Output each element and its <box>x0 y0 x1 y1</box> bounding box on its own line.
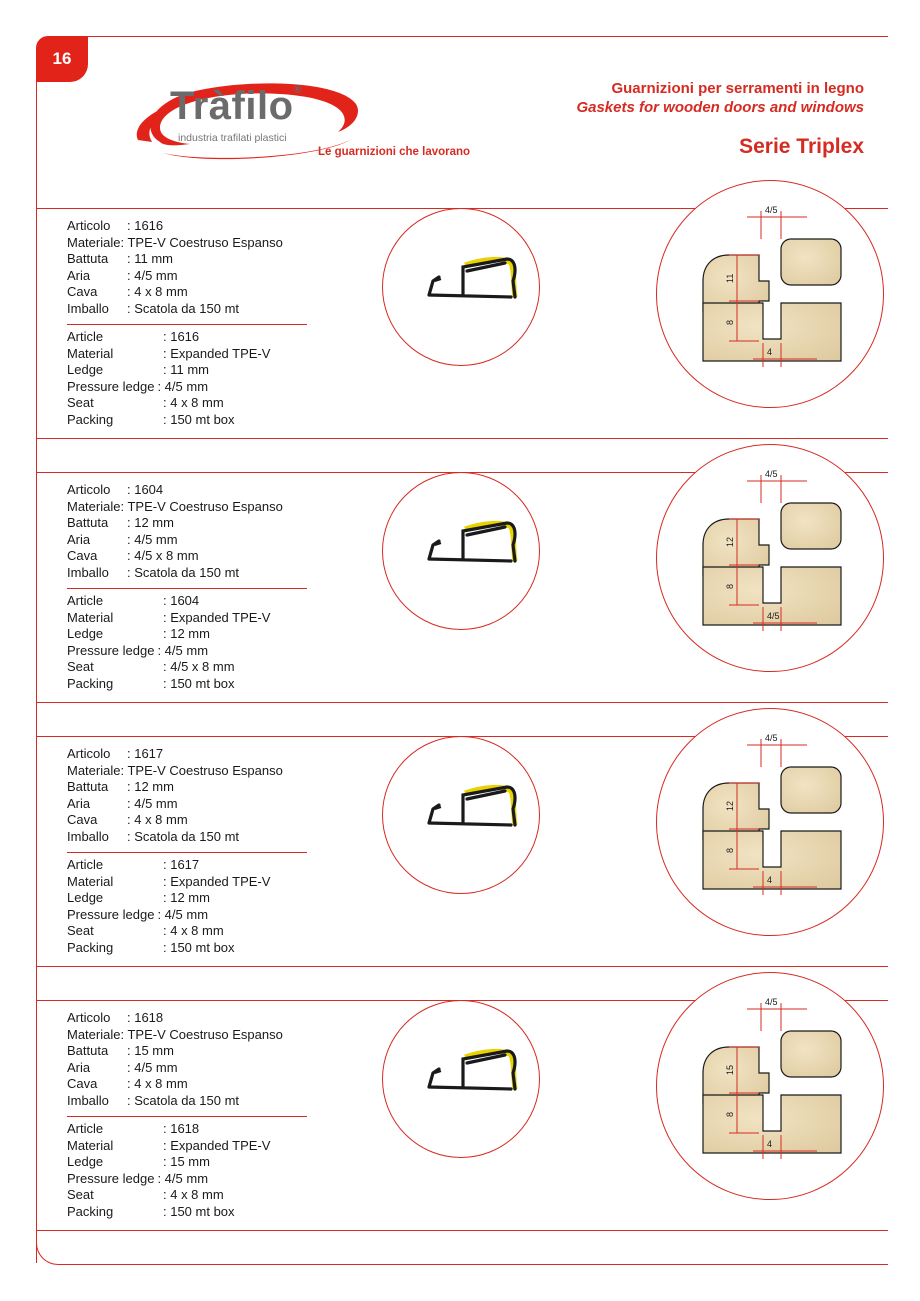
value-article: : 1617 <box>163 857 200 872</box>
wood-sash-top <box>781 767 841 813</box>
label-articolo: Articolo <box>67 482 111 497</box>
label-materiale: Materiale <box>67 498 121 514</box>
value-cava: : 4 x 8 mm <box>127 1076 188 1092</box>
value-materiale: : TPE-V Coestruso Espanso <box>120 498 283 514</box>
value-battuta: : 15 mm <box>127 1043 174 1059</box>
label-battuta: Battuta <box>67 1043 109 1059</box>
dim-top: 4/5 <box>765 997 778 1007</box>
value-pressure-ledge: : 4/5 mm <box>157 1170 209 1186</box>
value-ledge: : 11 mm <box>163 362 209 378</box>
value-aria: : 4/5 mm <box>127 531 178 547</box>
gasket-profile-icon <box>383 1001 539 1157</box>
page-number: 16 <box>52 49 72 68</box>
specs-english <box>67 329 270 429</box>
value-battuta: : 12 mm <box>127 779 174 795</box>
specs-divider <box>67 852 307 853</box>
label-cava: Cava <box>67 1076 98 1092</box>
label-packing: Packing <box>67 939 114 955</box>
label-cava: Cava <box>67 548 98 564</box>
brand-name: Tràfilo <box>170 84 294 128</box>
value-materiale: : TPE-V Coestruso Espanso <box>120 762 283 778</box>
label-material: Material <box>67 609 114 625</box>
header-title-en: Gaskets for wooden doors and windows <box>576 99 864 116</box>
dim-bottom: 4 <box>767 1139 773 1149</box>
section-bottom-line <box>36 702 888 703</box>
value-articolo: : 1604 <box>127 482 164 497</box>
label-pressure-ledge: Pressure ledge <box>67 378 155 394</box>
value-materiale: : TPE-V Coestruso Espanso <box>120 1026 283 1042</box>
series-title: Serie Triplex <box>739 135 864 158</box>
specs-divider <box>67 1116 307 1117</box>
value-cava: : 4 x 8 mm <box>127 284 188 300</box>
wood-sash-top <box>781 1031 841 1077</box>
label-articolo: Articolo <box>67 1010 111 1025</box>
specs-english <box>67 593 270 693</box>
label-pressure-ledge: Pressure ledge <box>67 642 155 658</box>
value-battuta: : 12 mm <box>127 515 174 531</box>
dim-seat: 8 <box>725 583 735 589</box>
dim-ledge: 12 <box>725 800 735 811</box>
value-article: : 1616 <box>163 329 200 344</box>
label-article: Article <box>67 593 104 608</box>
header-title-it: Guarnizioni per serramenti in legno <box>611 80 864 97</box>
value-aria: : 4/5 mm <box>127 1059 178 1075</box>
label-ledge: Ledge <box>67 626 104 642</box>
value-packing: : 150 mt box <box>163 939 235 955</box>
value-packing: : 150 mt box <box>163 411 235 427</box>
section-drawing <box>657 181 883 407</box>
gasket-profile-icon <box>383 737 539 893</box>
gasket-profile-icon <box>383 473 539 629</box>
label-imballo: Imballo <box>67 828 109 844</box>
label-seat: Seat <box>67 1187 94 1203</box>
product-section <box>36 997 888 1232</box>
gasket-profile-circle <box>382 472 540 630</box>
wood-sash-top <box>781 503 841 549</box>
value-material: : Expanded TPE-V <box>163 609 271 625</box>
value-imballo: : Scatola da 150 mt <box>127 828 240 844</box>
value-material: : Expanded TPE-V <box>163 873 271 889</box>
label-pressure-ledge: Pressure ledge <box>67 1170 155 1186</box>
section-bottom-line <box>36 438 888 439</box>
dim-ledge: 15 <box>725 1064 735 1075</box>
label-materiale: Materiale <box>67 234 121 250</box>
value-articolo: : 1617 <box>127 746 164 761</box>
value-pressure-ledge: : 4/5 mm <box>157 906 209 922</box>
label-packing: Packing <box>67 411 114 427</box>
value-seat: : 4 x 8 mm <box>163 395 224 411</box>
section-bottom-line <box>36 966 888 967</box>
label-ledge: Ledge <box>67 890 104 906</box>
label-aria: Aria <box>67 267 91 283</box>
label-packing: Packing <box>67 1203 114 1219</box>
value-articolo: : 1618 <box>127 1010 164 1025</box>
value-cava: : 4 x 8 mm <box>127 812 188 828</box>
label-imballo: Imballo <box>67 1092 109 1108</box>
value-ledge: : 15 mm <box>163 1154 210 1170</box>
value-aria: : 4/5 mm <box>127 267 178 283</box>
product-section <box>36 205 888 440</box>
technical-drawing-circle <box>656 972 884 1200</box>
label-packing: Packing <box>67 675 114 691</box>
technical-drawing-circle <box>656 708 884 936</box>
label-ledge: Ledge <box>67 362 104 378</box>
product-section <box>36 469 888 704</box>
label-article: Article <box>67 857 104 872</box>
gasket-profile-circle <box>382 1000 540 1158</box>
specs-italian <box>67 482 283 582</box>
frame-bottom-corner <box>36 1238 77 1265</box>
value-ledge: : 12 mm <box>163 626 210 642</box>
label-aria: Aria <box>67 795 91 811</box>
label-material: Material <box>67 345 114 361</box>
label-imballo: Imballo <box>67 300 109 316</box>
wood-sash-top <box>781 239 841 285</box>
gasket-profile-circle <box>382 736 540 894</box>
section-drawing <box>657 973 883 1199</box>
value-articolo: : 1616 <box>127 218 164 233</box>
label-imballo: Imballo <box>67 564 109 580</box>
dim-top: 4/5 <box>765 733 778 743</box>
dim-bottom: 4 <box>767 347 773 357</box>
value-cava: : 4/5 x 8 mm <box>127 548 199 564</box>
dim-ledge: 11 <box>725 273 735 283</box>
value-material: : Expanded TPE-V <box>163 1137 271 1153</box>
dim-seat: 8 <box>725 847 735 853</box>
label-seat: Seat <box>67 659 94 675</box>
value-material: : Expanded TPE-V <box>163 345 271 361</box>
specs-english <box>67 857 270 957</box>
dim-ledge: 12 <box>725 536 735 547</box>
label-material: Material <box>67 1137 114 1153</box>
label-pressure-ledge: Pressure ledge <box>67 906 155 922</box>
label-cava: Cava <box>67 284 98 300</box>
label-articolo: Articolo <box>67 746 111 761</box>
label-battuta: Battuta <box>67 251 109 267</box>
label-materiale: Materiale <box>67 762 121 778</box>
dim-top: 4/5 <box>765 205 778 215</box>
specs-english <box>67 1121 270 1221</box>
value-imballo: : Scatola da 150 mt <box>127 564 240 580</box>
label-battuta: Battuta <box>67 779 109 795</box>
section-drawing <box>657 709 883 935</box>
dim-bottom: 4/5 <box>767 611 780 621</box>
label-material: Material <box>67 873 114 889</box>
dim-top: 4/5 <box>765 469 778 479</box>
label-aria: Aria <box>67 1059 91 1075</box>
frame-top-line <box>88 36 888 37</box>
dim-bottom: 4 <box>767 875 773 885</box>
value-seat: : 4 x 8 mm <box>163 1187 224 1203</box>
brand-subtitle: industria trafilati plastici <box>178 132 287 144</box>
label-aria: Aria <box>67 531 91 547</box>
label-article: Article <box>67 329 104 344</box>
label-articolo: Articolo <box>67 218 111 233</box>
label-article: Article <box>67 1121 104 1136</box>
section-drawing <box>657 445 883 671</box>
value-pressure-ledge: : 4/5 mm <box>157 642 209 658</box>
frame-bottom-line <box>70 1264 888 1265</box>
section-bottom-line <box>36 1230 888 1231</box>
technical-drawing-circle <box>656 444 884 672</box>
specs-divider <box>67 324 307 325</box>
label-seat: Seat <box>67 923 94 939</box>
specs-italian <box>67 218 283 318</box>
value-imballo: : Scatola da 150 mt <box>127 1092 240 1108</box>
product-section <box>36 733 888 968</box>
value-pressure-ledge: : 4/5 mm <box>157 378 209 394</box>
value-ledge: : 12 mm <box>163 890 210 906</box>
specs-italian <box>67 1010 283 1110</box>
value-seat: : 4 x 8 mm <box>163 923 224 939</box>
value-article: : 1604 <box>163 593 200 608</box>
specs-divider <box>67 588 307 589</box>
value-materiale: : TPE-V Coestruso Espanso <box>120 234 283 250</box>
value-imballo: : Scatola da 150 mt <box>127 300 240 316</box>
label-battuta: Battuta <box>67 515 109 531</box>
value-article: : 1618 <box>163 1121 200 1136</box>
gasket-profile-icon <box>383 209 539 365</box>
gasket-profile-circle <box>382 208 540 366</box>
label-ledge: Ledge <box>67 1154 104 1170</box>
dim-seat: 8 <box>725 319 735 325</box>
value-aria: : 4/5 mm <box>127 795 178 811</box>
label-cava: Cava <box>67 812 98 828</box>
value-packing: : 150 mt box <box>163 1203 235 1219</box>
page-number-badge <box>36 36 88 82</box>
brand-tagline: Le guarnizioni che lavorano <box>318 146 471 158</box>
label-seat: Seat <box>67 395 94 411</box>
value-battuta: : 11 mm <box>127 251 173 267</box>
value-packing: : 150 mt box <box>163 675 235 691</box>
registered-mark: ® <box>293 84 303 96</box>
technical-drawing-circle <box>656 180 884 408</box>
value-seat: : 4/5 x 8 mm <box>163 659 235 675</box>
label-materiale: Materiale <box>67 1026 121 1042</box>
dim-seat: 8 <box>725 1111 735 1117</box>
specs-italian <box>67 746 283 846</box>
